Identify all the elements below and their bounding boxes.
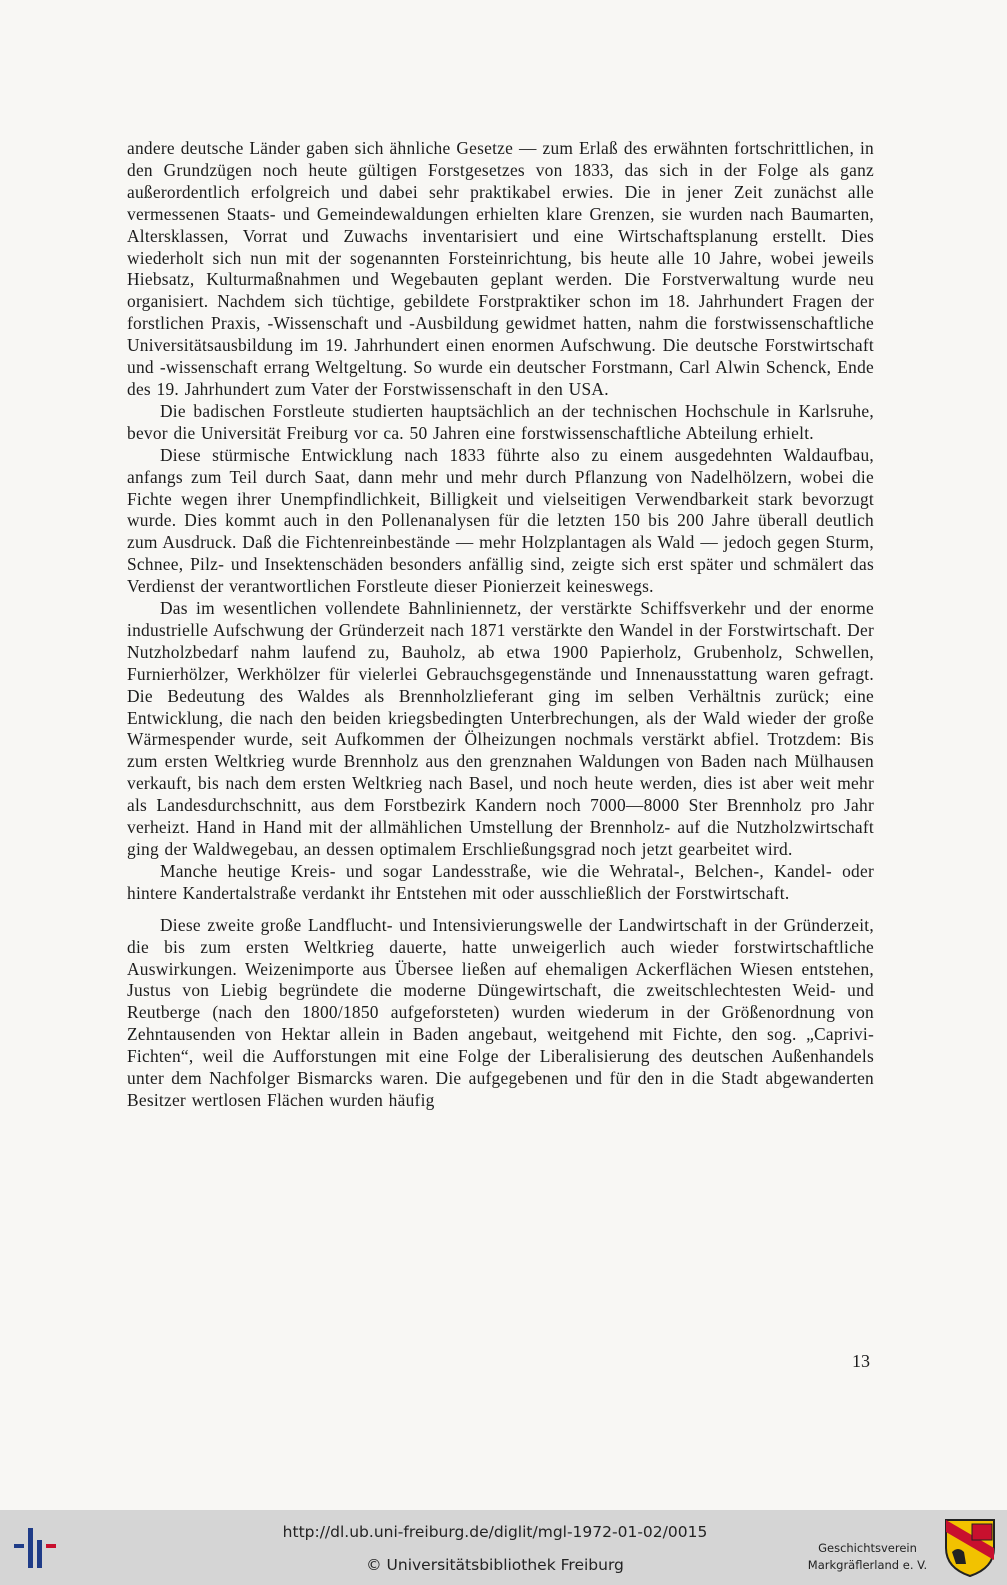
paragraph-5: Manche heutige Kreis- und sogar Landesstraße, wie die Wehratal-, Belchen-, Kandel- oder hintere Kandertalstraße verdankt ihr Entstehen mit oder ausschließlich der Forstwirtschaft. bbox=[127, 860, 874, 903]
ub-freiburg-logo-icon[interactable] bbox=[10, 1522, 70, 1572]
viewer-footer bbox=[0, 1510, 1007, 1585]
page-number: 13 bbox=[852, 1351, 870, 1371]
paragraph-2: Die badischen Forstleute studierten hauptsächlich an der technischen Hochschule in Karlsruhe, bevor die Universität Freiburg vor ca. 50 Jahren eine forstwissenschaftliche Abteilung erhielt. bbox=[127, 400, 874, 443]
society-name-line-2: Markgräflerland e. V. bbox=[807, 1558, 928, 1572]
paragraph-1: andere deutsche Länder gaben sich ähnliche Gesetze — zum Erlaß des erwähnten fortschrittlichen, in den Grundzügen noch heute gültigen Forstgesetzes von 1833, das sich in der Folge als ganz außerordentlich erfolgreich und dabei sehr praktikabel erwies. Die in jener Zeit zunächst alle vermessenen Staats- und Gemeindewaldungen erhielten klare Grenzen, sie wurden nach Baumarten, Altersklassen, Vorrat und Zuwachs inventarisiert und eine Wirtschaftsplanung erstellt. Dies wiederholt sich nun mit der sogenannten Forsteinrichtung, bis heute alle 10 Jahre, wobei jeweils Hiebsatz, Kulturmaßnahmen und Wegebauten geplant werden. Die Forstverwaltung wurde neu organisiert. Nachdem sich tüchtige, gebildete Forstpraktiker schon im 18. Jahrhundert Fragen der forstlichen Praxis, -Wissenschaft und -Ausbildung gewidmet hatten, nahm die forstwissenschaftliche Universitätsausbildung im 19. Jahrhundert einen enormen Aufschwung. Die deutsche Forstwirtschaft und -wissenschaft errang Weltgeltung. So wurde ein deutscher Forstmann, Carl Alwin Schenck, Ende des 19. Jahrhundert zum Vater der Forstwissenschaft in den USA. bbox=[127, 138, 874, 399]
paragraph-3: Diese stürmische Entwicklung nach 1833 führte also zu einem ausgedehnten Waldaufbau, anfangs zum Teil durch Saat, dann mehr und mehr durch Pflanzung von Nadelhölzern, wobei die Fichte wegen ihrer Unempfindlichkeit, Billigkeit und vielseitigen Verwendbarkeit stark bevorzugt wurde. Dies kommt auch in den Pollenanalysen für die letzten 150 bis 200 Jahre überall deutlich zum Ausdruck. Daß die Fichtenreinbestände — mehr Holzplantagen als Wald — jedoch gegen Sturm, Schnee, Pilz- und Insektenschäden besonders anfällig sind, zeigte sich erst später und schmälert das Verdienst der verantwortlichen Forstleute dieser Pionierzeit keineswegs. bbox=[127, 444, 874, 597]
copyright-notice: © Universitätsbibliothek Freiburg bbox=[366, 1556, 624, 1574]
society-crest-icon[interactable] bbox=[944, 1518, 996, 1578]
permalink-url[interactable]: http://dl.ub.uni-freiburg.de/diglit/mgl-1972-01-02/0015 bbox=[282, 1523, 708, 1541]
paragraph-6: Diese zweite große Landflucht- und Intensivierungswelle der Landwirtschaft in der Gründerzeit, die bis zum ersten Weltkrieg dauerte, hatte unweigerlich auch wieder forstwirtschaftliche Auswirkungen. Weizenimporte aus Übersee ließen auf ehemaligen Ackerflächen Wiesen entstehen, Justus von Liebig begründete die moderne Düngewirtschaft, die zweitschlechtesten Weid- und Reutberge (nach den 1800/1850 aufgeforsteten) wurden wiederum in der Größenordnung von Zehntausenden von Hektar allein in Baden angebaut, weitgehend mit Fichte, den sog. „Caprivi-Fichten“, weil die Aufforstungen mit eine Folge der Liberalisierung des deutschen Außenhandels unter dem Nachfolger Bismarcks waren. Die aufgegebenen und für den in die Stadt abgewanderten Besitzer wertlosen Flächen wurden häufig bbox=[127, 914, 874, 1110]
body-text bbox=[127, 138, 874, 1112]
society-name[interactable] bbox=[800, 1540, 935, 1574]
society-name-line-1: Geschichtsverein bbox=[818, 1541, 917, 1555]
paragraph-4: Das im wesentlichen vollendete Bahnliniennetz, der verstärkte Schiffsverkehr und der enorme industrielle Aufschwung der Gründerzeit nach 1871 verstärkte den Wandel in der Forstwirtschaft. Der Nutzholzbedarf nahm laufend zu, Bauholz, ab etwa 1900 Papierholz, Grubenholz, Schwellen, Furnierhölzer, Werkhölzer für vielerlei Gebrauchsgegenstände und Innenausstattung waren gefragt. Die Bedeutung des Waldes als Brennholzlieferant ging im selben Verhältnis zurück; eine Entwicklung, die nach den beiden kriegsbedingten Unterbrechungen, als der Wald wieder der große Wärmespender wurde, seit Aufkommen der Ölheizungen nochmals verstärkt abfiel. Trotzdem: Bis zum ersten Weltkrieg wurde Brennholz aus den grenznahen Waldungen von Baden nach Mülhausen verkauft, bis nach dem ersten Weltkrieg nach Basel, und noch heute werden, dies ist aber weit mehr als Landesdurchschnitt, aus dem Forstbezirk Kandern noch 7000—8000 Ster Brennholz pro Jahr verheizt. Hand in Hand mit der allmählichen Umstellung der Brennholz- auf die Nutzholzwirtschaft ging der Waldwegebau, an dessen optimalem Erschließungsgrad noch jetzt gearbeitet wird. bbox=[127, 598, 874, 859]
